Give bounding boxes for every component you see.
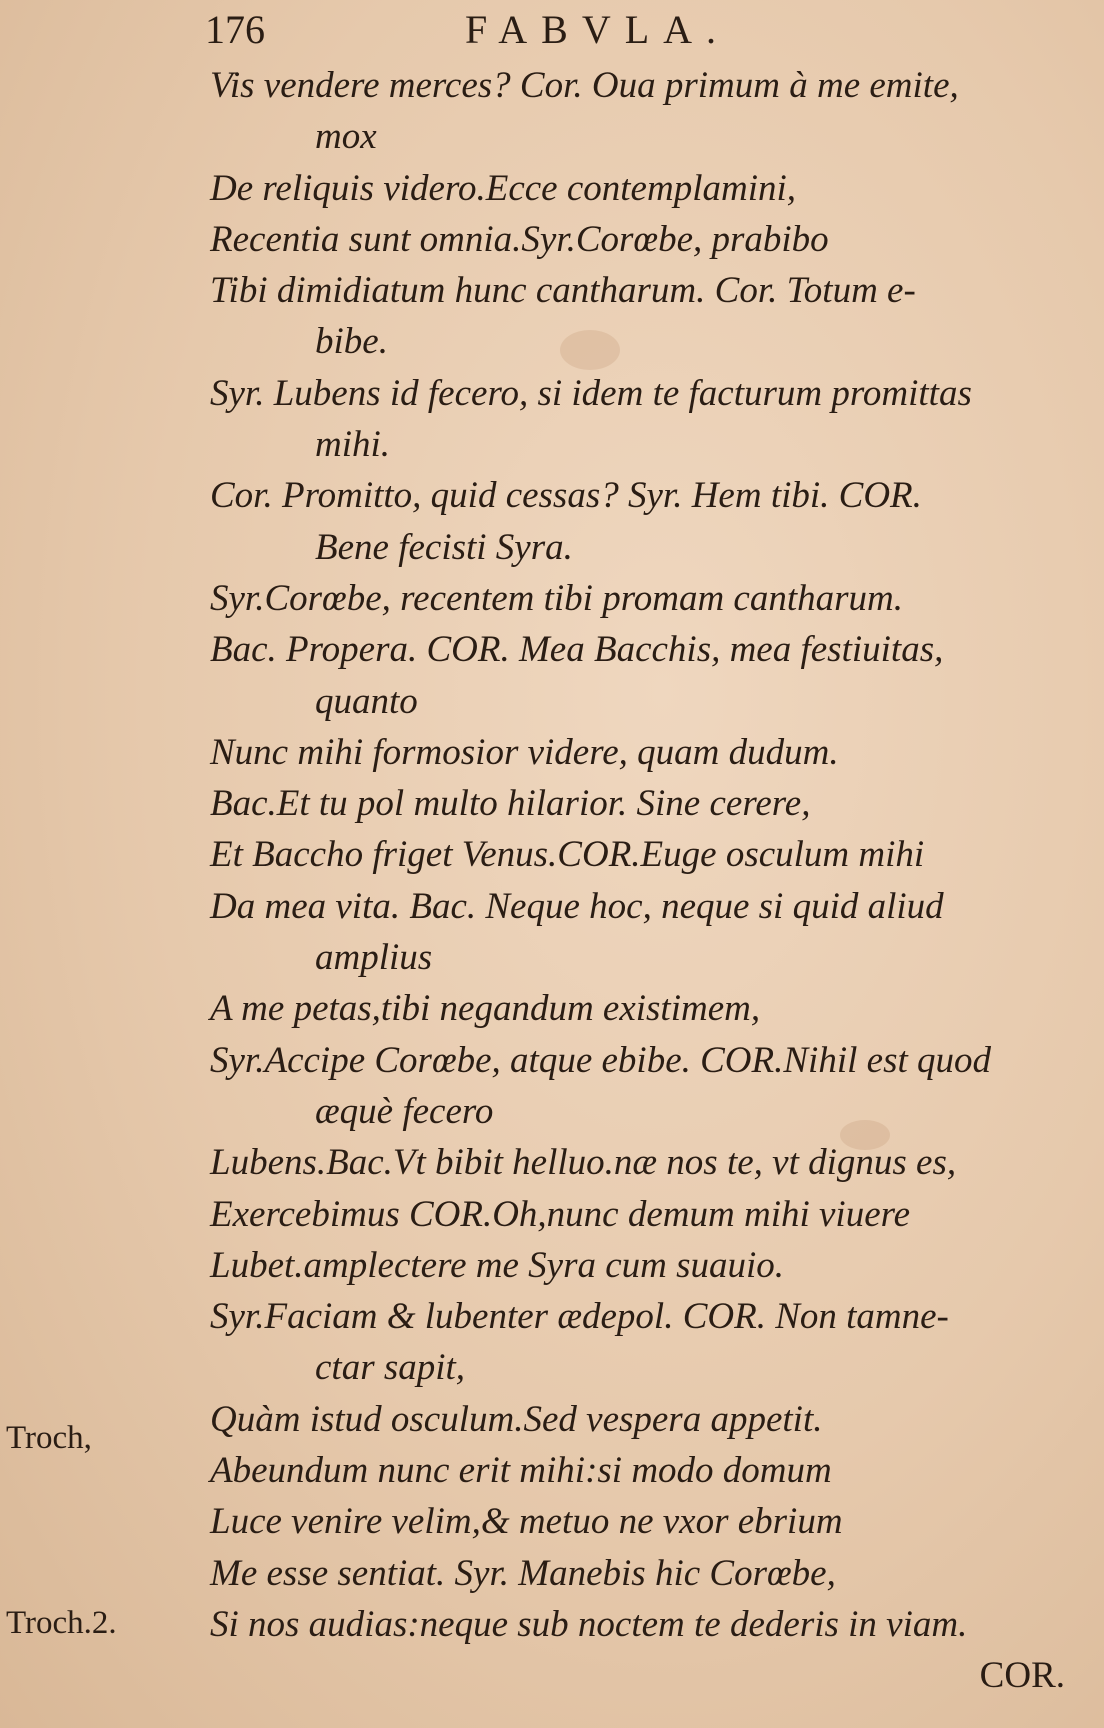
margin-note: Troch.2. [6, 1605, 117, 1641]
verse-line: Bac. Propera. COR. Mea Bacchis, mea festiuitas, [210, 629, 944, 671]
verse-line: Lubens.Bac.Vt bibit helluo.næ nos te, vt dignus es, [210, 1142, 957, 1184]
verse-line: Luce venire velim,& metuo ne vxor ebrium [210, 1501, 843, 1543]
verse-line: æquè fecero [315, 1090, 494, 1132]
verse-line: amplius [315, 937, 433, 979]
margin-note: Troch, [6, 1420, 92, 1456]
verse-line: bibe. [315, 321, 388, 363]
verse-text [210, 60, 1090, 1702]
page-number: 176 [205, 7, 265, 52]
verse-line: mox [315, 116, 377, 158]
verse-line: mihi. [315, 424, 391, 466]
verse-line: Et Baccho friget Venus.COR.Euge osculum mihi [210, 834, 925, 876]
verse-line: Bene fecisti Syra. [315, 526, 573, 568]
verse-line: Abeundum nunc erit mihi:si modo domum [210, 1450, 832, 1492]
verse-line: Syr.Faciam & lubenter ædepol. COR. Non tamne- [210, 1296, 949, 1338]
verse-line: Syr. Lubens id fecero, si idem te facturum promittas [210, 372, 972, 414]
verse-line: De reliquis videro.Ecce contemplamini, [210, 167, 797, 209]
verse-line: Exercebimus COR.Oh,nunc demum mihi viuere [210, 1193, 911, 1235]
verse-line: A me petas,tibi negandum existimem, [210, 988, 761, 1030]
verse-line: ctar sapit, [315, 1347, 466, 1389]
verse-line: Recentia sunt omnia.Syr.Corœbe, prabibo [210, 218, 829, 260]
verse-line: Vis vendere merces? Cor. Oua primum à me emite, [210, 65, 959, 106]
catchword: COR. [979, 1655, 1065, 1697]
verse-line: quanto [315, 680, 418, 722]
verse-line: Da mea vita. Bac. Neque hoc, neque si quid aliud [210, 885, 944, 927]
verse-line: Cor. Promitto, quid cessas? Syr. Hem tibi. COR. [210, 475, 922, 517]
verse-line: Quàm istud osculum.Sed vespera appetit. [210, 1398, 823, 1440]
page-header [205, 6, 905, 56]
verse-line: Tibi dimidiatum hunc cantharum. Cor. Totum e- [210, 270, 916, 312]
verse-line: Lubet.amplectere me Syra cum suauio. [210, 1244, 785, 1286]
verse-line: Syr.Corœbe, recentem tibi promam cantharum. [210, 577, 903, 619]
running-title: FABVLA. [465, 7, 731, 52]
verse-line: Nunc mihi formosior videre, quam dudum. [210, 731, 839, 773]
verse-line: Syr.Accipe Corœbe, atque ebibe. COR.Nihil est quod [210, 1039, 991, 1081]
verse-line: Me esse sentiat. Syr. Manebis hic Corœbe, [210, 1552, 836, 1594]
verse-line: Bac.Et tu pol multo hilarior. Sine cerere, [210, 783, 811, 825]
verse-line: Si nos audias:neque sub noctem te dederis in viam. [210, 1603, 968, 1645]
